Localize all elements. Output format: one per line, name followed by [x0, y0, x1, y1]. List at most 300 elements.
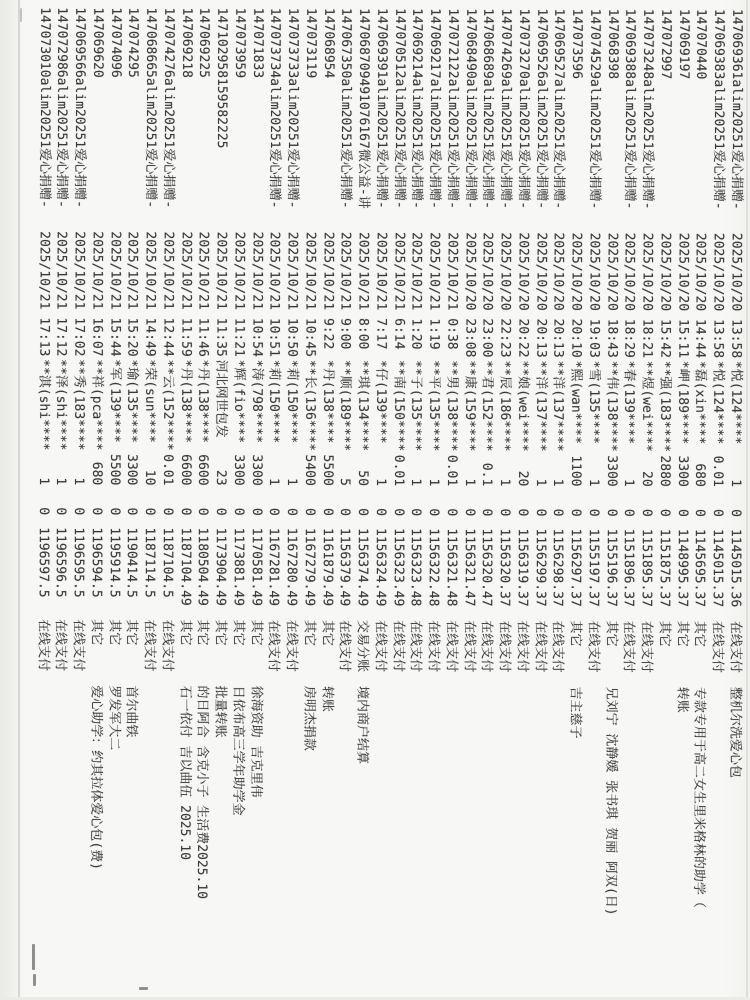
cell-payment-type: 在线支付: [461, 620, 477, 673]
cell-description: 整机尔洗爱心包: [727, 686, 743, 778]
cell-balance: 1156298.37: [550, 528, 566, 607]
table-row: [441, 0, 461, 1000]
cell-balance: 1145695.37: [692, 528, 708, 608]
cell-datetime: 2025/10/20 18:21: [639, 232, 655, 358]
cell-fee: 0: [71, 507, 87, 516]
cell-datetime: 2025/10/21 11:21: [231, 231, 247, 357]
cell-payer-masked: *丹(138****: [319, 359, 336, 444]
cell-payment-type: 在线支付: [585, 620, 601, 673]
cell-datetime: 2025/10/20 20:13: [550, 232, 567, 358]
cell-datetime: 2025/10/21 8:00: [355, 231, 371, 350]
cell-datetime: 2025/10/21 11:35: [213, 231, 229, 357]
cell-payer-masked: **祥(pca****: [89, 359, 105, 451]
cell-amount: 680: [692, 463, 708, 487]
cell-transaction-id: 147073734alim20251爱心捐赠-: [267, 7, 283, 209]
cell-payment-type: 在线支付: [496, 620, 512, 673]
cell-amount: 50: [355, 470, 371, 486]
cell-fee: 0: [710, 509, 726, 517]
cell-amount: 3300: [124, 454, 140, 486]
cell-fee: 0: [355, 508, 371, 516]
cell-datetime: 2025/10/20 13:58: [710, 232, 726, 359]
cell-balance: 1156379.49: [337, 527, 353, 607]
cell-transaction-id: 147073270alim20251爱心捐赠-: [515, 8, 532, 210]
cell-amount: 3300: [674, 455, 690, 487]
cell-payer-masked: **洋(137****: [532, 360, 549, 452]
cell-datetime: 2025/10/21 17:12: [53, 231, 70, 357]
cell-payment-type: 其它: [248, 619, 264, 646]
cell-payer-masked: **琪(134****: [355, 359, 371, 452]
cell-balance: 1155196.37: [603, 528, 619, 607]
cell-transaction-id: 147074295: [125, 7, 141, 78]
cell-amount: 5400: [302, 454, 318, 486]
table-row: [334, 0, 354, 1000]
cell-fee: 0: [106, 507, 122, 516]
cell-balance: 1156323.49: [390, 528, 406, 607]
cell-payment-type: 其它: [230, 619, 246, 646]
cell-balance: 1155197.37: [585, 528, 601, 607]
cell-amount: 1: [550, 478, 566, 487]
cell-amount: 2880: [657, 455, 673, 487]
cell-balance: 1156324.49: [372, 527, 388, 607]
cell-description: 日依布高三学年助学金: [230, 685, 246, 816]
cell-balance: 1187114.5: [141, 527, 158, 598]
cell-description: 批量转账: [212, 685, 228, 738]
cell-fee: 0: [568, 508, 584, 517]
cell-fee: 0: [443, 508, 459, 517]
table-row: [121, 0, 141, 999]
cell-datetime: 2025/10/20 13:58: [728, 232, 744, 359]
cell-datetime: 2025/10/21 17:13: [36, 231, 52, 357]
table-row: [139, 0, 159, 999]
cell-datetime: 2025/10/21 11:59: [178, 231, 194, 357]
table-row: [494, 0, 514, 1000]
cell-payer-masked: **强(183****: [657, 360, 673, 453]
cell-amount: 5500: [106, 453, 122, 486]
cell-payment-type: 在线支付: [337, 619, 353, 672]
cell-payer-masked: **顺(189****: [337, 359, 353, 452]
cell-payment-type: 在线支付: [372, 619, 388, 673]
cell-transaction-id: 147072122alim20251爱心捐赠-: [444, 8, 461, 209]
cell-fee: 0: [656, 508, 672, 517]
cell-transaction-id: 147067350alim20251爱心捐赠-: [338, 7, 354, 209]
cell-payment-type: 其它: [124, 619, 140, 646]
cell-transaction-id: 147070512alim20251爱心捐赠-: [391, 8, 408, 209]
cell-transaction-id: 147073119: [303, 7, 319, 79]
cell-payer-masked: *军(139****: [106, 359, 123, 443]
cell-transaction-id: 147074529alim20251爱心捐赠-: [586, 8, 603, 210]
cell-transaction-id: 147072997: [658, 8, 674, 80]
cell-fee: 0: [301, 507, 317, 516]
cell-fee: 0: [408, 508, 424, 517]
cell-datetime: 2025/10/21 1:20: [408, 232, 425, 350]
cell-datetime: 2025/10/20 14:44: [692, 232, 709, 359]
cell-fee: 0: [461, 508, 477, 517]
cell-datetime: 2025/10/21 10:54: [249, 231, 265, 357]
table-row: [654, 1, 674, 1000]
cell-fee: 0: [372, 508, 388, 517]
cell-datetime: 2025/10/21 10:50: [284, 231, 300, 358]
cell-amount: 1100: [568, 455, 584, 487]
table-row: [33, 0, 53, 999]
scan-artifact: [33, 974, 36, 986]
cell-fee: 0: [426, 508, 442, 517]
cell-amount: 1: [408, 478, 424, 487]
cell-balance: 1156297.37: [567, 528, 584, 607]
cell-fee: 0: [727, 509, 743, 517]
cell-amount: 3300: [603, 455, 619, 487]
cell-payer-masked: *熙(wan****: [568, 360, 584, 444]
cell-balance: 1156299.37: [532, 528, 548, 607]
cell-datetime: 2025/10/21 12:44: [160, 231, 176, 357]
cell-payer-masked: *丹(138****: [177, 359, 194, 443]
cell-transaction-id: 147068954: [320, 7, 337, 79]
table-row: [530, 0, 550, 1000]
cell-fee: 0: [35, 507, 51, 516]
cell-description: 房明杰捐款: [301, 685, 317, 751]
cell-payment-type: 在线支付: [550, 620, 566, 673]
cell-transaction-id: 147068665alim20251爱心捐赠-: [143, 7, 159, 209]
cell-payment-type: 在线支付: [283, 619, 299, 672]
table-row: [565, 1, 585, 1000]
table-row: [405, 0, 425, 1000]
cell-amount: 6600: [195, 454, 211, 486]
cell-payer-masked: *荣(sun****: [142, 359, 158, 443]
cell-description: 境内商户结算: [354, 685, 370, 765]
cell-payer-masked: *瑜(135****: [124, 359, 140, 443]
cell-balance: 1196594.5: [88, 527, 104, 598]
cell-amount: 3300: [248, 454, 264, 486]
table-row: [175, 0, 195, 1000]
cell-datetime: 2025/10/21 10:51: [266, 231, 283, 357]
cell-balance: 1145015.36: [727, 528, 743, 608]
cell-payment-type: 其它: [567, 620, 583, 647]
cell-payer-masked: **康(159****: [461, 360, 478, 452]
cell-payer-masked: *辉(fio****: [231, 359, 247, 444]
cell-datetime: 2025/10/21 0:38: [444, 232, 460, 350]
table-row: [228, 0, 248, 1000]
cell-payment-type: 在线支付: [443, 620, 459, 673]
table-row: [423, 0, 443, 1000]
table-row: [263, 0, 283, 1000]
cell-amount: 23: [213, 469, 229, 486]
cell-amount: 1: [284, 477, 300, 486]
cell-fee: 0: [585, 508, 601, 517]
cell-fee: 0: [142, 507, 158, 516]
cell-fee: 0: [639, 508, 655, 517]
cell-fee: 0: [177, 507, 193, 516]
cell-transaction-id: 147068490alim20251爱心捐赠-: [462, 8, 479, 209]
cell-transaction-id: 147069218: [178, 7, 195, 78]
cell-transaction-id: 147069383alim20251爱心捐赠-: [711, 8, 727, 210]
cell-transaction-id: 147069620: [90, 7, 106, 78]
cell-balance: 1156319.37: [514, 528, 530, 607]
cell-amount: 1: [728, 479, 744, 487]
cell-balance: 1156320.47: [479, 528, 495, 607]
cell-fee: 0: [195, 507, 211, 516]
ledger-table: [33, 0, 746, 1000]
cell-amount: 1: [497, 478, 513, 487]
cell-payer-masked: **娘(wei****: [515, 360, 531, 452]
cell-payer-masked: **长(136****: [302, 359, 318, 452]
cell-fee: 0: [248, 507, 264, 516]
cell-amount: 6600: [177, 454, 193, 486]
cell-transaction-id: 147069225: [196, 7, 212, 79]
cell-fee: 0: [284, 507, 300, 516]
cell-payer-masked: **泽(shi****: [53, 359, 69, 451]
table-row: [210, 0, 230, 1000]
cell-payment-type: 在线支付: [709, 620, 725, 673]
cell-description: 转账: [319, 685, 335, 712]
table-row: [459, 0, 479, 1000]
cell-payer-masked: **平(135****: [426, 360, 442, 452]
cell-payer-masked: *雪(135****: [586, 360, 602, 445]
cell-amount: 680: [89, 461, 105, 486]
cell-payment-type: 其它: [212, 619, 228, 646]
cell-amount: 0.01: [444, 454, 460, 487]
cell-payment-type: 其它: [106, 619, 122, 646]
cell-datetime: 2025/10/20 22:23: [497, 232, 513, 358]
cell-balance: 1173881.49: [230, 527, 246, 606]
cell-transaction-id: 147069391alim20251爱心捐赠-: [373, 7, 390, 209]
cell-amount: 1: [35, 477, 51, 486]
table-row: [192, 0, 212, 1000]
cell-datetime: 2025/10/20 20:22: [515, 232, 531, 358]
cell-payment-type: 其它: [301, 619, 317, 646]
cell-datetime: 2025/10/20 18:43: [604, 232, 620, 358]
cell-payment-type: 在线支付: [727, 620, 743, 673]
cell-description: 爱心助学：约其拉体爱心包(费): [88, 685, 104, 870]
cell-payer-masked: **子(135****: [408, 360, 424, 452]
cell-balance: 1170581.49: [248, 527, 264, 606]
cell-fee: 0: [159, 507, 175, 516]
cell-payer-masked: *悦(124****: [710, 360, 726, 445]
cell-datetime: 2025/10/21 1:19: [426, 232, 442, 350]
cell-datetime: 2025/10/21 9:00: [337, 231, 354, 350]
cell-balance: 1156374.49: [354, 527, 371, 607]
cell-payer-masked: **南(150****: [390, 360, 407, 452]
cell-fee: 0: [514, 508, 530, 517]
cell-payment-type: 其它: [195, 619, 211, 646]
cell-datetime: 2025/10/20 19:03: [586, 232, 602, 358]
cell-payment-type: 在线支付: [35, 619, 51, 672]
cell-payer-masked: *莉(150****: [284, 359, 300, 444]
cell-transaction-id: 147073596: [569, 8, 585, 79]
cell-amount: 1: [621, 478, 637, 487]
cell-payer-masked: **辰(186****: [497, 360, 513, 452]
table-row: [281, 0, 301, 1000]
cell-payer-masked: **男(138****: [444, 360, 460, 452]
cell-fee: 0: [532, 508, 548, 517]
cell-datetime: 2025/10/20 18:29: [621, 232, 638, 358]
cell-balance: 1151895.37: [638, 528, 655, 608]
cell-datetime: 2025/10/21 16:07: [89, 231, 105, 357]
cell-transaction-id: 147073959: [232, 7, 248, 79]
cell-amount: 0.01: [390, 454, 406, 487]
cell-transaction-id: 147069217alim20251爱心捐赠-: [427, 8, 443, 209]
cell-amount: 20: [515, 470, 531, 487]
cell-payer-masked: **淇(shi****: [35, 359, 52, 451]
cell-payment-type: 其它: [692, 620, 708, 647]
cell-amount: 0.1: [479, 462, 495, 487]
cell-description: 石一依付 吉以曲伍 2025.10: [176, 685, 193, 860]
table-row: [370, 0, 390, 1000]
cell-transaction-id: 147071833: [249, 7, 266, 79]
table-row: [86, 0, 106, 999]
table-row: [317, 0, 337, 1000]
table-row: [512, 0, 532, 1000]
scan-artifact: [32, 944, 35, 970]
cell-datetime: 2025/10/21 14:49: [142, 231, 158, 357]
cell-transaction-id: 147069526alim20251爱心捐赠-: [533, 8, 550, 210]
cell-fee: 0: [213, 507, 229, 516]
cell-balance: 1156321.48: [443, 528, 459, 607]
cell-payer-masked: **君(152****: [479, 360, 495, 452]
cell-description: 的日阿合 含克小子 生活费2025.10: [194, 685, 211, 900]
cell-datetime: 2025/10/20 20:13: [533, 232, 549, 358]
cell-datetime: 2025/10/20 20:10: [568, 232, 584, 358]
cell-transaction-id: 147068689alim20251爱心捐赠-: [480, 8, 496, 210]
cell-payment-type: 在线支付: [425, 620, 441, 673]
scan-artifact: [20, 8, 22, 22]
table-row: [246, 0, 266, 1000]
table-row: [299, 0, 319, 1000]
cell-amount: 1: [586, 478, 602, 487]
cell-payment-type: 交易分账: [354, 619, 370, 673]
table-row: [636, 1, 656, 1000]
cell-fee: 0: [319, 508, 335, 516]
cell-payer-masked: *磊(xin****: [692, 360, 708, 445]
cell-transaction-id: 147072986alim20251爱心捐赠-: [54, 7, 70, 208]
scan-artifact: [139, 987, 148, 990]
cell-transaction-id: 147068709491076167微公益-讲: [356, 7, 372, 209]
cell-balance: 1156320.37: [496, 528, 513, 607]
cell-amount: 1: [53, 477, 69, 486]
cell-payment-type: 在线支付: [621, 620, 637, 673]
cell-fee: 0: [674, 508, 690, 517]
cell-payment-type: 其它: [656, 620, 672, 647]
cell-fee: 0: [53, 507, 69, 516]
table-row: [352, 0, 372, 1000]
cell-balance: 1156323.48: [408, 528, 424, 607]
cell-balance: 1151896.37: [621, 528, 637, 607]
cell-payment-type: 在线支付: [70, 619, 86, 672]
cell-amount: 1: [71, 477, 87, 486]
cell-transaction-id: 147073248alim20251爱心捐赠-: [640, 8, 656, 210]
cell-description: 罗发军大二: [106, 685, 122, 751]
cell-transaction-id: 147073733alim20251爱心捐赠-: [285, 7, 301, 209]
table-row: [725, 1, 745, 1000]
cell-fee: 0: [266, 507, 282, 516]
cell-payment-type: 在线支付: [514, 620, 530, 673]
cell-transaction-id: 147069361alim20251爱心捐赠-: [728, 8, 745, 210]
table-row: [707, 1, 727, 1000]
cell-fee: 0: [230, 507, 246, 516]
cell-fee: 0: [692, 509, 708, 517]
cell-payer-masked: *涛(798****: [248, 359, 265, 444]
cell-payment-type: 在线支付: [53, 619, 69, 672]
cell-datetime: 2025/10/20 23:00: [479, 232, 496, 358]
cell-balance: 1196596.5: [53, 527, 69, 598]
cell-transaction-id: 147074269alim20251爱心捐赠-: [498, 8, 514, 210]
cell-transaction-id: 147074276alim20251爱心捐赠-: [160, 7, 177, 209]
cell-amount: 5500: [319, 454, 335, 486]
cell-transaction-id: 147102958159582225: [214, 7, 230, 149]
cell-payment-type: 在线支付: [479, 620, 495, 673]
table-row: [104, 0, 124, 999]
cell-datetime: 2025/10/21 6:14: [391, 232, 407, 350]
cell-fee: 0: [88, 507, 104, 516]
table-row: [388, 0, 408, 1000]
cell-fee: 0: [621, 508, 637, 517]
cell-amount: 1: [373, 478, 389, 487]
cell-payment-type: 其它: [177, 619, 193, 646]
cell-payer-masked: *莉(150****: [266, 359, 282, 444]
cell-balance: 1151875.37: [656, 528, 672, 608]
cell-transaction-id: 147068398: [604, 8, 621, 80]
cell-balance: 1180504.49: [195, 527, 211, 606]
cell-balance: 1187104.49: [177, 527, 193, 606]
cell-balance: 1167281.49: [266, 527, 282, 607]
cell-balance: 1173904.49: [212, 527, 229, 606]
cell-transaction-id: 147069197: [675, 8, 692, 80]
cell-balance: 1195914.5: [106, 527, 122, 598]
cell-balance: 1187104.5: [159, 527, 175, 598]
cell-payment-type: 在线支付: [390, 620, 406, 673]
cell-datetime: 2025/10/20 15:11: [675, 232, 691, 359]
cell-payer-masked: *岬(189****: [674, 360, 691, 445]
cell-balance: 1156322.48: [425, 528, 442, 607]
cell-payment-type: 在线支付: [532, 620, 548, 673]
cell-balance: 1190414.5: [124, 527, 140, 598]
cell-fee: 0: [550, 508, 566, 517]
cell-balance: 1156321.47: [461, 528, 477, 607]
cell-payer-masked: 河北网世包发: [213, 359, 229, 438]
cell-payment-type: 其它: [319, 619, 335, 646]
cell-balance: 1161879.49: [319, 527, 335, 607]
table-row: [50, 0, 70, 999]
cell-payment-type: 在线支付: [408, 620, 424, 673]
cell-balance: 1167279.49: [301, 527, 317, 607]
cell-description: 首尔曲铁: [123, 685, 140, 738]
cell-amount: 10: [142, 469, 158, 486]
cell-payer-masked: *悦(124****: [728, 360, 744, 445]
cell-datetime: 2025/10/20 15:42: [657, 232, 673, 359]
cell-payment-type: 在线支付: [266, 619, 282, 672]
cell-amount: 1: [266, 477, 282, 486]
cell-payment-type: 其它: [603, 620, 619, 647]
table-row: [547, 0, 567, 1000]
cell-balance: 1148995.37: [674, 528, 690, 608]
cell-payment-type: 在线支付: [159, 619, 175, 672]
cell-fee: 0: [337, 508, 353, 516]
cell-description: 徐海资助 吉克里伟: [247, 685, 264, 798]
cell-transaction-id: 147069527alim20251爱心捐赠-: [551, 8, 567, 210]
cell-fee: 0: [603, 508, 619, 517]
cell-payer-masked: **洋(137****: [550, 360, 566, 452]
cell-payer-masked: *春(139****: [621, 360, 637, 445]
cell-transaction-id: 147073010alim20251爱心捐赠-: [36, 7, 53, 208]
cell-payer-masked: **云(152****: [160, 359, 176, 451]
table-row: [689, 1, 709, 1000]
cell-payer-masked: *仔(139****: [373, 359, 389, 444]
cell-datetime: 2025/10/21 17:02: [71, 231, 87, 357]
cell-payment-type: 在线支付: [141, 619, 157, 672]
cell-transaction-id: 147069388alim20251爱心捐赠-: [622, 8, 638, 210]
cell-description: 专款专用于高二女生里米格林的助学（: [691, 686, 708, 908]
cell-datetime: 2025/10/21 7:17: [373, 231, 389, 350]
cell-payment-type: 其它: [674, 620, 690, 647]
cell-datetime: 2025/10/21 9:22: [320, 231, 336, 350]
